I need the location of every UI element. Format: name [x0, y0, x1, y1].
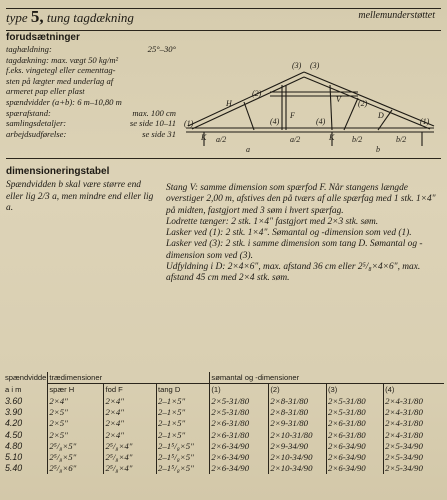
dimension-cell: 2×4-31/80: [384, 429, 444, 440]
type-number: 5,: [30, 7, 44, 26]
spec-row: [6, 129, 176, 140]
spec-row: [6, 44, 176, 55]
span-cell: 4.80: [5, 440, 23, 451]
spec-row: [6, 65, 176, 76]
dimension-cell: 2–1×5": [157, 407, 210, 418]
diagram-label: (2): [252, 89, 262, 98]
diagram-label: (3): [310, 61, 320, 70]
dimension-cell: 2×6-31/80: [326, 418, 383, 429]
spec-label: samlingsdetaljer:: [6, 118, 67, 129]
diagram-label: V: [336, 95, 341, 104]
spec-row: [6, 86, 176, 97]
spec-label: sten på lægter med underlag af: [6, 75, 114, 86]
dimension-cell: 2×4": [104, 418, 157, 429]
dimension-cell: 2×8-31/80: [269, 395, 327, 406]
construction-notes: [166, 183, 442, 285]
dimension-cell: 2×9-31/80: [269, 418, 327, 429]
dimension-cell: 2⁵/₈×6": [48, 463, 104, 474]
table-row: [4, 451, 444, 462]
dimension-cell: 2×5-31/80: [210, 407, 269, 418]
strut: [344, 98, 358, 130]
dimension-cell: 2–1⁵/₈×5": [157, 463, 210, 474]
diagram-label: K: [329, 133, 335, 142]
col-header: tang D: [157, 384, 210, 396]
dimension-cell: 2–1⁵/₈×5": [157, 440, 210, 451]
diagram-label: (3): [292, 61, 302, 70]
spec-label: tagdækning: max. vægt 50 kg/m²: [6, 54, 119, 65]
dimension-cell: 2×6-31/80: [210, 418, 269, 429]
dimension-cell: 2×5": [48, 429, 104, 440]
col-header: (1): [210, 384, 269, 396]
diagram-label: H: [226, 99, 232, 108]
dimension-cell: 2×10-31/80: [269, 429, 327, 440]
dimension-cell: 2×10-34/90: [269, 463, 327, 474]
dimension-cell: 2×5-31/80: [326, 395, 383, 406]
span-cell: 5.10: [5, 451, 23, 462]
dimension-cell: 2×5-34/90: [384, 451, 444, 462]
divider: [6, 30, 441, 31]
table-row: [4, 463, 444, 474]
dimension-cell: 2×6-31/80: [210, 429, 269, 440]
dimension-table: [4, 372, 444, 474]
note-paragraph: Lodrette tænger: 2 stk. 1×4" fastgjort med 2×3 stk. søm.: [166, 216, 379, 227]
spec-row: [6, 97, 176, 108]
dimension-cell: 2×6-34/90: [210, 463, 269, 474]
dimension-cell: 2×9-34/90: [269, 440, 327, 451]
dimension-cell: 2×6-34/90: [210, 440, 269, 451]
diagram-label: K: [201, 133, 207, 142]
dimension-cell: 2×8-31/80: [269, 407, 327, 418]
dimension-cell: 2⁵/₈×4": [104, 440, 157, 451]
diagram-label: b: [376, 145, 380, 154]
table-body: [4, 395, 444, 473]
spec-row: [6, 118, 176, 129]
table-row: [4, 395, 444, 406]
spec-row: [6, 55, 176, 66]
spec-row: [6, 108, 176, 119]
divider: [6, 158, 441, 159]
dimension-cell: 2×5-31/80: [210, 395, 269, 406]
diagram-label: b/2: [352, 135, 363, 144]
dimension-cell: 2⁵/₈×4": [104, 463, 157, 474]
diagram-label: (1): [420, 117, 430, 126]
col-header: fod F: [104, 384, 157, 396]
spec-row: [6, 76, 176, 87]
type-label: type: [6, 10, 28, 25]
dimension-cell: 2×10-34/90: [269, 451, 327, 462]
dimension-cell: 2–1×5": [157, 418, 210, 429]
dimension-cell: 2×5-34/90: [384, 440, 444, 451]
forudsaetninger-heading: forudsætninger: [6, 32, 80, 43]
dimension-cell: 2×6-34/90: [326, 440, 383, 451]
span-cell: 3.60: [5, 395, 23, 406]
table-row: [4, 429, 444, 440]
dimension-cell: 2⁵/₈×4": [104, 451, 157, 462]
dimension-cell: 2×4": [104, 407, 157, 418]
diagram-label: F: [290, 111, 295, 120]
diagram-label: (4): [270, 117, 280, 126]
dimension-cell: 2–1⁵/₈×5": [157, 451, 210, 462]
dimension-cell: 2⁵/₈×5": [48, 451, 104, 462]
spec-value: se side 31: [142, 128, 176, 139]
span-cell: 4.20: [5, 418, 23, 429]
dimension-cell: 2⁵/₈×5": [48, 440, 104, 451]
span-cell: 3.90: [5, 407, 23, 418]
col-group-traedimensioner: trædimensioner: [48, 372, 210, 384]
page-header: [6, 8, 441, 25]
group-header-row: [4, 372, 444, 384]
type-name: tung tagdækning: [46, 10, 134, 25]
col-header: (4): [384, 384, 444, 396]
dimension-cell: 2–1×5": [157, 395, 210, 406]
col-header: (2): [269, 384, 327, 396]
spec-label: spændvidder (a+b): 6 m–10,80 m: [6, 96, 122, 107]
col-header: a i m: [5, 385, 22, 395]
section-label: mellemunderstøttet: [358, 10, 435, 21]
rafter-left: [188, 72, 304, 126]
dimension-cell: 2×6-34/90: [210, 451, 269, 462]
dimensioneringstabel-heading: dimensioneringstabel: [6, 166, 110, 177]
spec-label: armeret pap eller plast: [6, 86, 85, 97]
table-row: [4, 418, 444, 429]
dimension-cell: 2×5-31/80: [326, 407, 383, 418]
spec-value: 25°–30°: [147, 44, 176, 54]
diagram-label: a/2: [290, 135, 301, 144]
dimension-cell: 2–1×5": [157, 429, 210, 440]
dimension-cell: 2×4": [104, 395, 157, 406]
spec-label: taghældning:: [6, 44, 52, 54]
note-paragraph: Stang V: samme dimension som spærfod F. Når stangens længde overstiger 2,00 m, afstives den på tværs af alle spærfag med 1 stk. 1×4" på midten, fastgjort med 3 søm i hvert spærfag.: [166, 183, 436, 216]
diagram-label: D: [378, 111, 384, 120]
note-paragraph: Lasker ved (1): 2 stk. 1×4". Sømantal og -dimension som ved (1).: [166, 228, 412, 239]
spec-label: spærafstand:: [6, 107, 51, 118]
note-paragraph: Udfyldning i D: 2×4×6", max. afstand 36 cm eller 2⁵/₈×4×6", max. afstand 45 cm med 2×4 stk. søm.: [166, 262, 421, 284]
diagram-label: (2): [358, 99, 368, 108]
specs-list: [6, 44, 176, 139]
dimension-cell: 2×5": [48, 407, 104, 418]
diagram-label: (4): [316, 117, 326, 126]
spec-label: f.eks. vingetegl eller cementtag-: [6, 65, 116, 76]
span-cell: 4.50: [5, 429, 23, 440]
page-title: [6, 7, 134, 27]
col-header: (3): [326, 384, 383, 396]
col-header: spær H: [48, 384, 104, 396]
spec-value: se side 10–11: [129, 118, 176, 129]
col-header-span: spændvidde: [5, 373, 47, 383]
diagram-label: (1): [184, 119, 194, 128]
table-row: [4, 440, 444, 451]
dimension-cell: 2×4": [48, 395, 104, 406]
spec-label: arbejdsudførelse:: [6, 128, 67, 139]
sub-header-row: [4, 384, 444, 396]
dimension-cell: 2×4-31/80: [384, 395, 444, 406]
diagram-label: a/2: [216, 135, 227, 144]
rafter-left: [192, 77, 304, 129]
dimension-cell: 2×5-34/90: [384, 463, 444, 474]
col-group-somantal: sømantal og -dimensioner: [210, 372, 444, 384]
dimension-cell: 2×6-34/90: [326, 463, 383, 474]
dimension-cell: 2×4-31/80: [384, 418, 444, 429]
dimension-cell: 2×4-31/80: [384, 407, 444, 418]
spec-value: max. 100 cm: [132, 107, 176, 118]
dimension-cell: 2×6-31/80: [326, 429, 383, 440]
dimension-cell: 2×4": [104, 429, 157, 440]
truss-diagram: [182, 58, 440, 162]
dimension-cell: 2×6-34/90: [326, 451, 383, 462]
dimension-cell: 2×5": [48, 418, 104, 429]
span-cell: 5.40: [5, 463, 23, 474]
diagram-label: a: [246, 145, 250, 154]
table-row: [4, 407, 444, 418]
diagram-label: b/2: [396, 135, 407, 144]
strut: [244, 102, 254, 130]
note-paragraph: Lasker ved (3): 2 stk. i samme dimension som tang D. Sømantal og -dimension som ved (3).: [166, 239, 423, 261]
span-rule-note: Spændvidden b skal være større end eller lig 2/3 a, men mindre end eller lig a.: [6, 180, 154, 213]
